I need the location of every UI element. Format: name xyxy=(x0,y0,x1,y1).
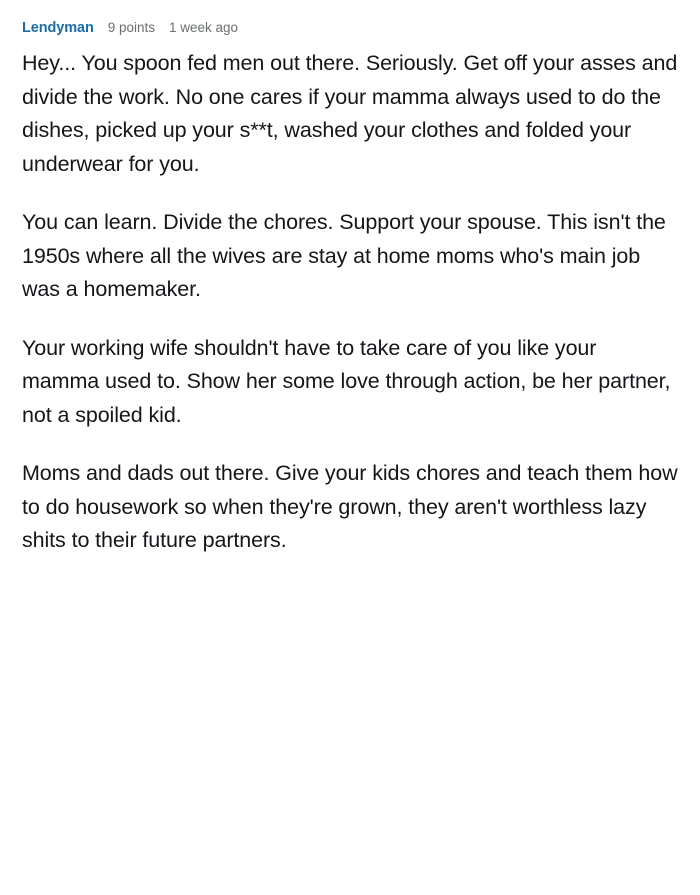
comment-body xyxy=(22,47,678,558)
comment-author[interactable]: Lendyman xyxy=(22,20,94,36)
comment-points: 9 points xyxy=(107,20,156,35)
comment-meta xyxy=(22,20,678,36)
comment-paragraph: You can learn. Divide the chores. Support your spouse. This isn't the 1950s where all the wives are stay at home moms who's main job was a homemaker. xyxy=(22,210,666,301)
comment-timestamp: 1 week ago xyxy=(169,20,239,35)
comment-paragraph: Moms and dads out there. Give your kids chores and teach them how to do housework so when they're grown, they aren't worthless lazy shits to their future partners. xyxy=(22,461,678,552)
comment-paragraph: Your working wife shouldn't have to take care of you like your mamma used to. Show her some love through action, be her partner, not a spoiled kid. xyxy=(22,335,671,427)
comment-paragraph: Hey... You spoon fed men out there. Seriously. Get off your asses and divide the work. No one cares if your mamma always used to do the dishes, picked up your s**t, washed your clothes and folded your underwear for you. xyxy=(22,51,678,176)
